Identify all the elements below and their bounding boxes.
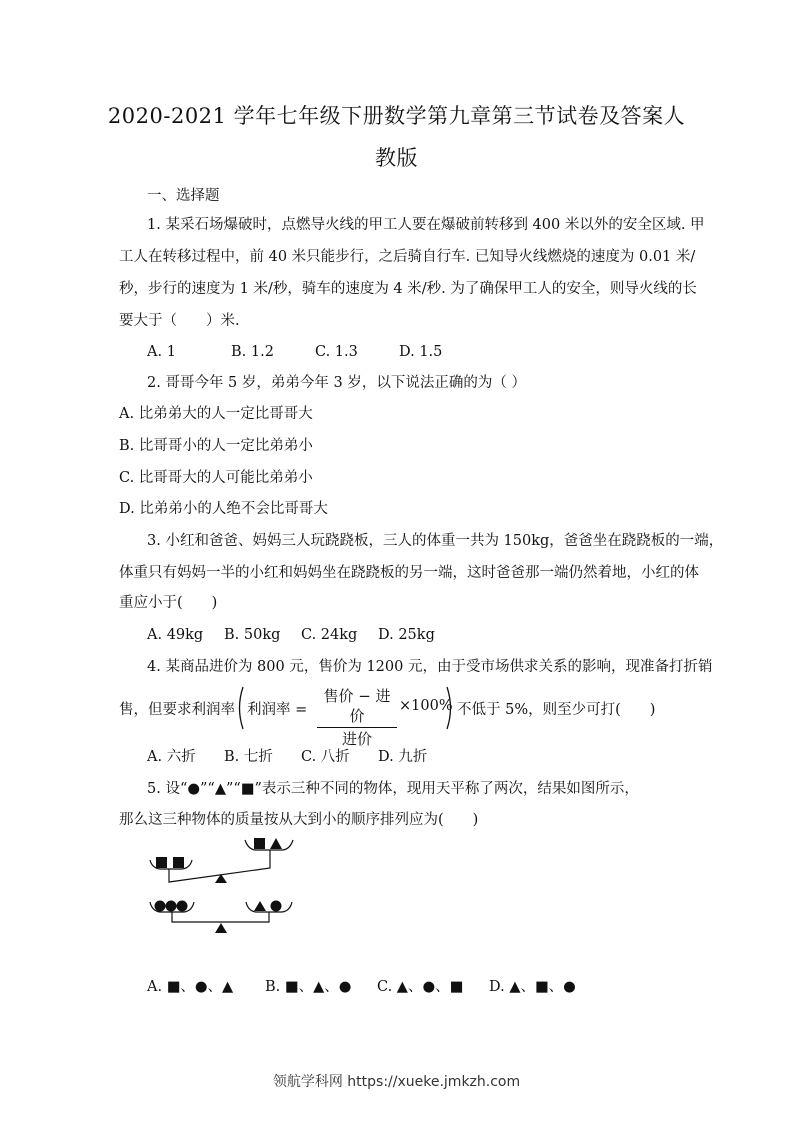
q2-option-d: D. 比弟弟小的人绝不会比哥哥大 <box>119 501 328 517</box>
left-paren-icon <box>235 686 245 730</box>
fulcrum-triangle-icon <box>215 923 227 933</box>
q4-post-text: 不低于 5%，则至少可打( ) <box>457 702 656 718</box>
q4-formula-lhs: 利润率 = <box>247 702 308 718</box>
circle-icon <box>177 901 188 912</box>
q2-stem: 2. 哥哥今年 5 岁，弟弟今年 3 岁，以下说法正确的为（ ） <box>147 375 526 391</box>
q3-option-d: D. 25kg <box>378 627 435 643</box>
q4-option-a: A. 六折 <box>147 749 196 765</box>
q5-line-1: 5. 设“●”“▲”“■”表示三种不同的物体，现用天平称了两次，结果如图所示， <box>147 781 639 797</box>
q1-option-d: D. 1.5 <box>399 344 443 360</box>
q4-fraction <box>317 686 397 749</box>
q1-option-a: A. 1 <box>147 344 176 360</box>
q4-formula-rhs: ×100% <box>399 698 453 714</box>
q5-line-2: 那么这三种物体的质量按从大到小的顺序排列应为( ) <box>119 812 479 828</box>
q4-option-b: B. 七折 <box>224 749 273 765</box>
square-icon <box>156 857 167 868</box>
circle-icon <box>271 901 282 912</box>
q4-line-1: 4. 某商品进价为 800 元，售价为 1200 元，由于受市场供求关系的影响，现准备打折销 <box>147 659 713 675</box>
q2-option-c: C. 比哥哥大的人可能比弟弟小 <box>119 470 313 486</box>
q4-fraction-denominator: 进价 <box>341 730 372 748</box>
q4-fraction-numerator: 售价 − 进价 <box>323 687 391 725</box>
q1-option-c: C. 1.3 <box>315 344 358 360</box>
balance-2 <box>150 901 292 934</box>
right-paren-icon <box>445 686 455 730</box>
q5-option-b: B. ■、▲、● <box>265 979 352 995</box>
triangle-icon <box>270 838 282 849</box>
q4-option-d: D. 九折 <box>378 749 428 765</box>
q1-option-b: B. 1.2 <box>231 344 274 360</box>
q1-line-3: 秒，步行的速度为 1 米/秒，骑车的速度为 4 米/秒. 为了确保甲工人的安全，则导火线的长 <box>119 281 697 297</box>
square-icon <box>254 838 265 849</box>
fraction-bar <box>317 727 397 728</box>
triangle-icon <box>254 901 266 911</box>
q5-option-d: D. ▲、■、● <box>489 979 576 995</box>
footer-watermark: 领航学科网 https://xueke.jmkzh.com <box>272 1074 521 1090</box>
circle-icon <box>166 901 177 912</box>
q3-option-b: B. 50kg <box>224 627 281 643</box>
circle-icon <box>155 901 166 912</box>
q1-line-1: 1. 某采石场爆破时，点燃导火线的甲工人要在爆破前转移到 400 米以外的安全区域. 甲 <box>147 217 705 233</box>
q4-pre-text: 售，但要求利润率 <box>119 702 235 718</box>
q4-option-c: C. 八折 <box>301 749 350 765</box>
q3-option-a: A. 49kg <box>147 627 204 643</box>
beam <box>172 912 269 922</box>
q1-line-2: 工人在转移过程中，前 40 米只能步行，之后骑自行车. 已知导火线燃烧的速度为 0.01 米/ <box>119 249 696 265</box>
q1-line-4: 要大于（ ）米. <box>119 313 240 329</box>
balance-1 <box>150 838 293 883</box>
q2-option-a: A. 比弟弟大的人一定比哥哥大 <box>119 406 313 422</box>
right-pan <box>246 902 292 912</box>
right-pan <box>245 840 293 850</box>
q5-option-a: A. ■、●、▲ <box>147 979 234 995</box>
square-icon <box>173 857 184 868</box>
document-title-line1: 2020-2021 学年七年级下册数学第九章第三节试卷及答案人 <box>107 104 686 128</box>
q4-formula-line <box>119 686 719 748</box>
section-heading: 一、选择题 <box>147 188 220 204</box>
document-title-line2: 教版 <box>375 146 418 170</box>
q3-line-3: 重应小于( ) <box>119 595 218 611</box>
balance-diagrams <box>140 830 310 940</box>
q2-option-b: B. 比哥哥小的人一定比弟弟小 <box>119 438 313 454</box>
q3-line-1: 3. 小红和爸爸、妈妈三人玩跷跷板，三人的体重一共为 150kg，爸爸坐在跷跷板的一端， <box>147 533 724 549</box>
q5-option-c: C. ▲、●、■ <box>377 979 464 995</box>
q3-option-c: C. 24kg <box>301 627 358 643</box>
q3-line-2: 体重只有妈妈一半的小红和妈妈坐在跷跷板的另一端，这时爸爸那一端仍然着地，小红的体 <box>119 565 699 581</box>
